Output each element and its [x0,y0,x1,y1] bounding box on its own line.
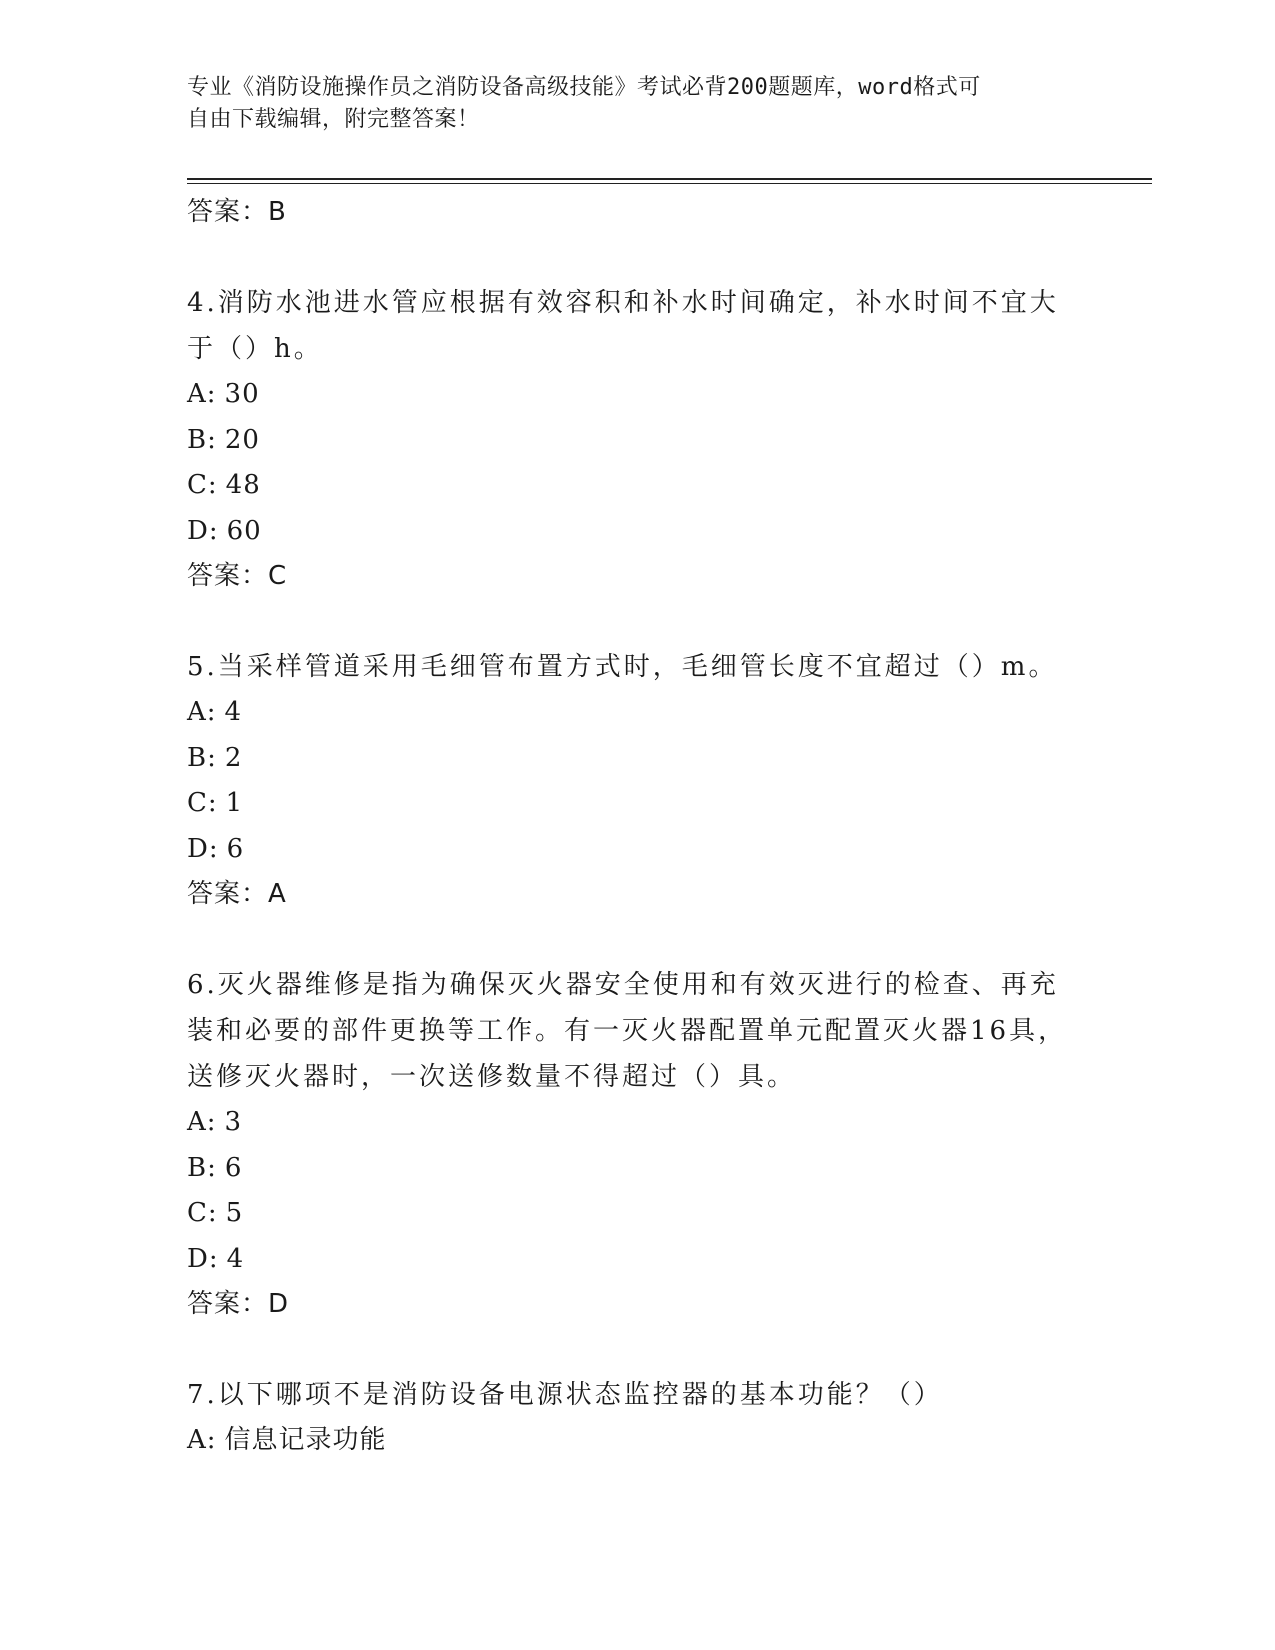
answer-line: 答案：C [187,561,288,591]
header-divider-thin [187,183,1152,184]
option-value: 20 [224,424,260,455]
answer-line: 答案：D [187,1289,290,1319]
option-value: 48 [225,470,261,500]
question-text: 5.当采样管道采用毛细管布置方式时，毛细管长度不宜超过（）m。 [187,652,1058,682]
option-a [187,1418,1087,1464]
header-line-1: 专业《消防设施操作员之消防设备高级技能》考试必背200题题库，word格式可 [187,75,981,100]
option-value: 30 [224,379,260,409]
question-block [187,644,1087,917]
option-d [187,1237,1087,1283]
option-label: A: [187,1107,217,1137]
option-b [187,1146,1087,1192]
option-value: 2 [224,742,243,773]
header-divider-thick [187,178,1152,180]
option-label: D: [187,515,219,546]
option-a [187,372,1087,418]
option-value: 5 [225,1198,244,1228]
option-a [187,1100,1087,1146]
question-block [187,962,1087,1327]
option-label: D: [187,833,219,864]
option-c [187,781,1087,827]
option-value: 6 [224,1152,243,1183]
option-label: D: [187,1243,219,1274]
option-label: C: [187,470,218,500]
option-b [187,736,1087,782]
option-value: 信息记录功能 [224,1425,387,1455]
question-text: 4.消防水池进水管应根据有效容积和补水时间确定，补水时间不宜大于（）h。 [187,288,1059,364]
option-label: A: [187,1425,217,1455]
document-body [187,190,1087,1464]
option-label: A: [187,379,217,409]
question-block [187,280,1087,599]
option-value: 1 [225,788,244,818]
option-d [187,509,1087,555]
header-line-2: 自由下载编辑，附完整答案！ [187,107,480,132]
question-text: 6.灭火器维修是指为确保灭火器安全使用和有效灭进行的检查、再充装和必要的部件更换等工作。有一灭火器配置单元配置灭火器16具，送修灭火器时，一次送修数量不得超过（）具。 [187,970,1068,1092]
option-value: 3 [224,1107,243,1137]
option-c [187,1191,1087,1237]
option-value: 60 [226,515,262,546]
question-block [187,1372,1087,1464]
option-a [187,690,1087,736]
option-label: B: [187,742,217,773]
option-label: C: [187,1198,218,1228]
option-label: B: [187,1152,217,1183]
option-value: 4 [226,1243,245,1274]
option-label: C: [187,788,218,818]
option-c [187,463,1087,509]
option-b [187,418,1087,464]
option-value: 6 [226,833,245,864]
option-label: B: [187,424,217,455]
document-header [187,72,1077,136]
answer-line: 答案：A [187,879,287,909]
option-label: A: [187,697,217,727]
question-text: 7.以下哪项不是消防设备电源状态监控器的基本功能？（） [187,1380,943,1410]
answer-line: 答案：B [187,197,287,227]
option-d [187,827,1087,873]
option-value: 4 [224,697,243,727]
